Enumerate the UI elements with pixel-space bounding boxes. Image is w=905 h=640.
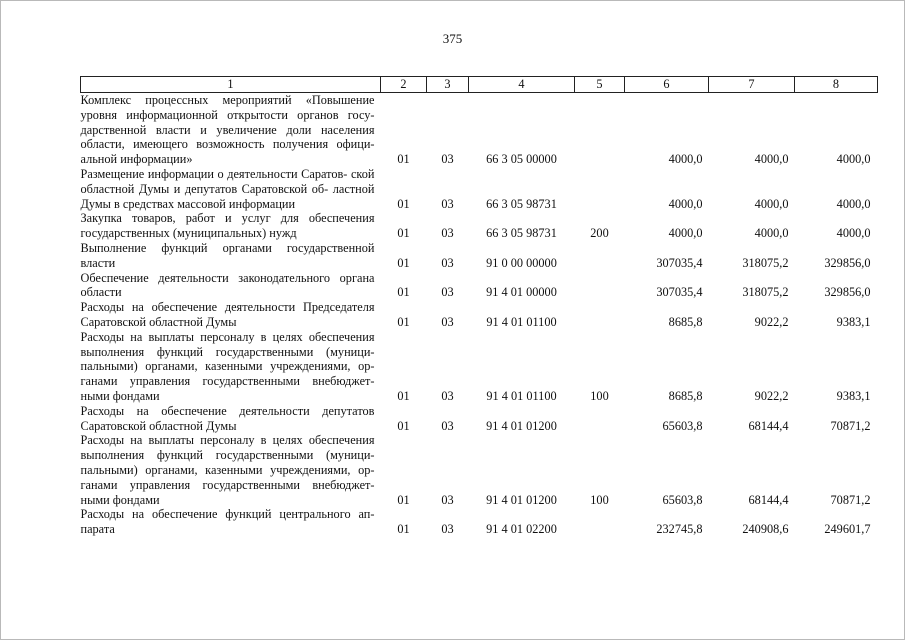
amount-col-6: 307035,4: [656, 285, 703, 300]
subsection-code: 03: [441, 522, 454, 537]
amount-col-6: 8685,8: [668, 388, 703, 403]
description-line: области, имеющего возможность получения офици-: [80, 137, 375, 152]
expense-type-code: [575, 507, 625, 537]
column-header: 3: [427, 77, 469, 93]
description-line: Саратовской областной Думы: [80, 314, 237, 329]
row-description: [81, 330, 381, 404]
expense-type-code: [575, 167, 625, 211]
amount-col-6: 4000,0: [668, 226, 703, 241]
column-header: 5: [575, 77, 625, 93]
amount-col-6: 4000,0: [668, 152, 703, 167]
budget-table: [80, 76, 878, 537]
row-description: [81, 271, 381, 301]
row-description: [81, 211, 381, 241]
subsection-code: 03: [441, 314, 454, 329]
section-code: 01: [397, 492, 410, 507]
target-article-code: 66 3 05 00000: [486, 152, 557, 167]
row-description: [81, 507, 381, 537]
target-article-code: 91 4 01 01200: [486, 492, 557, 507]
amount-col-6: 4000,0: [668, 196, 703, 211]
amount-col-8: 249601,7: [824, 522, 871, 537]
amount-col-6: 232745,8: [656, 522, 703, 537]
expense-type-code: [575, 271, 625, 301]
subsection-code: 03: [441, 418, 454, 433]
amount-col-7: 9022,2: [754, 314, 789, 329]
page-number: 375: [442, 31, 463, 46]
amount-col-8: 9383,1: [836, 388, 871, 403]
section-code: 01: [397, 226, 410, 241]
description-line: Закупка товаров, работ и услуг для обеспечения: [80, 211, 375, 226]
table-body: [81, 93, 878, 537]
amount-col-7: 240908,6: [742, 522, 789, 537]
amount-col-7: 68144,4: [748, 492, 789, 507]
description-line: дарственной власти и увеличение доли населения: [80, 122, 375, 137]
target-article-code: 91 4 01 01100: [486, 388, 557, 403]
target-article-code: 91 4 01 00000: [486, 285, 557, 300]
description-line: Комплекс процессных мероприятий «Повышение: [80, 93, 375, 107]
table-row: [81, 433, 878, 507]
description-line: уровня информационной открытости органов госу-: [80, 107, 375, 122]
description-line: власти: [80, 255, 116, 270]
table-row: [81, 330, 878, 404]
amount-col-8: 70871,2: [830, 492, 871, 507]
amount-col-7: 318075,2: [742, 285, 789, 300]
column-header: 2: [381, 77, 427, 93]
expense-type-code: [575, 300, 625, 330]
amount-col-8: 9383,1: [836, 314, 871, 329]
amount-col-8: 70871,2: [830, 418, 871, 433]
column-header: 1: [81, 77, 381, 93]
description-line: парата: [80, 522, 115, 537]
table-row: [81, 211, 878, 241]
row-description: [81, 433, 381, 507]
subsection-code: 03: [441, 226, 454, 241]
description-line: ской областной Думы и депутатов Саратовской об-: [80, 166, 375, 196]
amount-col-8: 4000,0: [836, 196, 871, 211]
amount-col-8: 329856,0: [824, 255, 871, 270]
expense-type-code: [575, 241, 625, 271]
description-line: Саратовской областной Думы: [80, 418, 237, 433]
description-line: Расходы на обеспечение деятельности депутатов: [80, 403, 375, 418]
amount-col-7: 318075,2: [742, 255, 789, 270]
description-line: Расходы на обеспечение функций центрального ап-: [80, 507, 375, 522]
target-article-code: 91 4 01 01100: [486, 314, 557, 329]
description-line: государственных (муниципальных) нужд: [80, 226, 297, 241]
subsection-code: 03: [441, 152, 454, 167]
subsection-code: 03: [441, 196, 454, 211]
description-line: Расходы на выплаты персоналу в целях обеспечения: [80, 433, 375, 448]
amount-col-8: 4000,0: [836, 152, 871, 167]
description-line: альной информации»: [80, 152, 193, 167]
column-header: 7: [709, 77, 795, 93]
column-header: 8: [795, 77, 878, 93]
target-article-code: 91 4 01 01200: [486, 418, 557, 433]
row-description: [81, 167, 381, 211]
amount-col-7: 68144,4: [748, 418, 789, 433]
description-line: пальными) органами, казенными учреждениями, ор-: [80, 359, 375, 374]
amount-col-6: 65603,8: [662, 418, 703, 433]
amount-col-7: 4000,0: [754, 226, 789, 241]
section-code: 01: [397, 314, 410, 329]
description-line: Расходы на обеспечение деятельности Председателя: [80, 300, 375, 315]
column-header: 4: [469, 77, 575, 93]
table-row: [81, 167, 878, 211]
description-line: выполнения функций государственными (муници-: [80, 344, 375, 359]
expense-type-code: 100: [590, 492, 609, 507]
description-line: ластной Думы в средствах массовой информации: [80, 181, 375, 211]
subsection-code: 03: [441, 255, 454, 270]
row-description: [81, 404, 381, 434]
amount-col-6: 8685,8: [668, 314, 703, 329]
section-code: 01: [397, 418, 410, 433]
expense-type-code: [575, 93, 625, 167]
amount-col-6: 65603,8: [662, 492, 703, 507]
subsection-code: 03: [441, 492, 454, 507]
description-line: Размещение информации о деятельности Саратов-: [80, 166, 348, 181]
amount-col-8: 329856,0: [824, 285, 871, 300]
description-line: ганами управления государственными внебюджет-: [80, 374, 375, 389]
section-code: 01: [397, 285, 410, 300]
description-line: ными фондами: [80, 388, 160, 403]
section-code: 01: [397, 255, 410, 270]
description-line: области: [80, 285, 122, 300]
table-header-row: [81, 77, 878, 93]
section-code: 01: [397, 522, 410, 537]
table-row: [81, 507, 878, 537]
expense-type-code: 200: [590, 226, 609, 241]
amount-col-7: 4000,0: [754, 152, 789, 167]
section-code: 01: [397, 388, 410, 403]
target-article-code: 66 3 05 98731: [486, 226, 557, 241]
table-row: [81, 300, 878, 330]
amount-col-6: 307035,4: [656, 255, 703, 270]
expense-type-code: [575, 404, 625, 434]
description-line: Обеспечение деятельности законодательного органа: [80, 270, 375, 285]
table-row: [81, 241, 878, 271]
target-article-code: 66 3 05 98731: [486, 196, 557, 211]
description-line: ганами управления государственными внебюджет-: [80, 477, 375, 492]
row-description: [81, 241, 381, 271]
section-code: 01: [397, 152, 410, 167]
column-header: 6: [625, 77, 709, 93]
row-description: [81, 93, 381, 167]
expense-type-code: 100: [590, 388, 609, 403]
target-article-code: 91 0 00 00000: [486, 255, 557, 270]
table-row: [81, 404, 878, 434]
target-article-code: 91 4 01 02200: [486, 522, 557, 537]
amount-col-8: 4000,0: [836, 226, 871, 241]
amount-col-7: 9022,2: [754, 388, 789, 403]
table-row: [81, 93, 878, 167]
description-line: Расходы на выплаты персоналу в целях обеспечения: [80, 329, 375, 344]
description-line: Выполнение функций органами государственной: [80, 240, 375, 255]
description-line: ными фондами: [80, 492, 160, 507]
section-code: 01: [397, 196, 410, 211]
row-description: [81, 300, 381, 330]
subsection-code: 03: [441, 388, 454, 403]
description-line: выполнения функций государственными (муници-: [80, 448, 375, 463]
table-row: [81, 271, 878, 301]
description-line: пальными) органами, казенными учреждениями, ор-: [80, 462, 375, 477]
subsection-code: 03: [441, 285, 454, 300]
amount-col-7: 4000,0: [754, 196, 789, 211]
